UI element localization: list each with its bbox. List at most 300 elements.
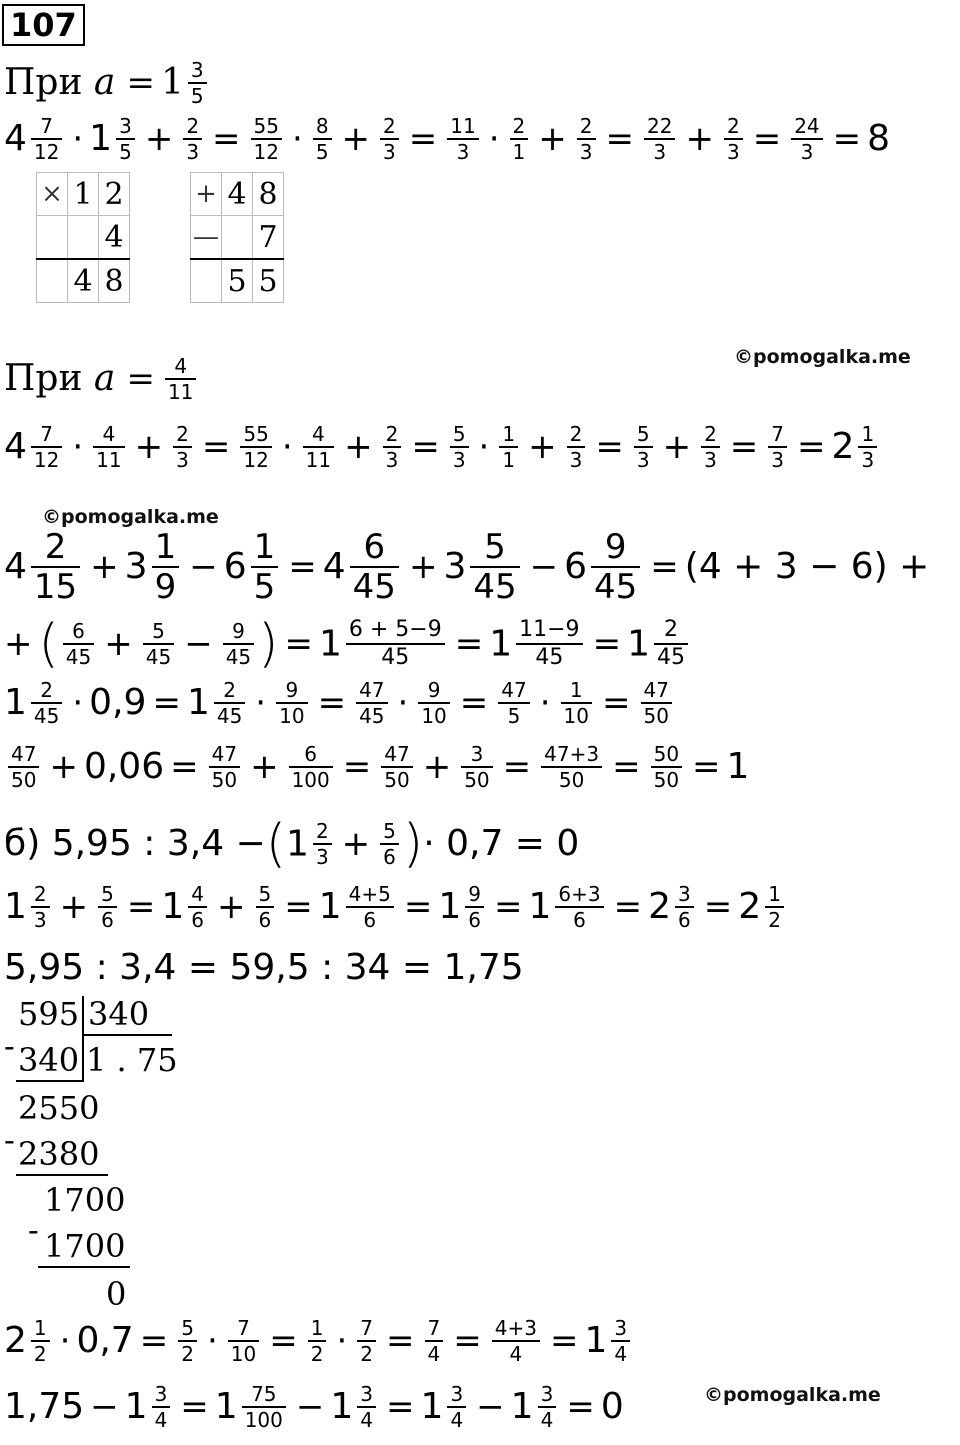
denominator: 3 [704,448,717,472]
denominator: 50 [643,704,669,728]
operator: · [397,683,409,723]
numerator: 6 + 5−9 [346,619,445,645]
fraction [143,621,174,667]
whole-part: 3 [124,546,148,587]
whole-part: 1 [286,823,309,864]
numerator: 2 [510,116,529,140]
numerator: 6 [350,530,399,568]
numerator: 5 [380,821,399,845]
grid-cell: 5 [222,259,253,303]
fraction [541,744,602,790]
number: 0,06 [83,746,165,787]
line-8 [4,1318,634,1364]
operator: = [139,1321,169,1361]
operator: = [408,119,438,159]
number: 0,7 [76,1320,134,1361]
fraction [251,527,279,607]
whole-part: 1 [4,886,27,927]
denominator: 5 [190,84,204,108]
denominator: 3 [456,140,470,164]
operator: = [180,1387,209,1427]
paren-close: ) [258,614,279,674]
denominator: 9 [154,567,177,607]
denominator: 3 [176,448,189,472]
numerator: 55 [251,116,282,140]
operator: · [72,427,84,467]
numerator: 5 [143,621,174,645]
fraction [634,424,653,470]
whole-part: 1 [489,623,513,664]
operator: − [529,547,559,587]
numerator: 3 [538,1384,557,1408]
numerator: 3 [611,1318,630,1342]
fraction [418,680,449,726]
fraction [381,744,412,790]
operator: = [411,427,440,467]
denominator: 45 [656,645,685,670]
denominator: 3 [186,140,200,164]
whole-part: 1 [186,682,210,723]
fraction [173,424,192,470]
denominator: 45 [65,645,92,669]
denominator: 2 [768,908,781,932]
operator: = [454,624,484,664]
numerator: 6+3 [555,884,603,908]
numerator: 47 [8,744,39,768]
numerator: 2 [173,424,192,448]
fraction [357,1384,376,1430]
line-2 [4,614,692,674]
condition-label: При [4,358,94,399]
operator: = [612,747,641,787]
division-bar [82,996,84,1082]
fraction [465,884,484,930]
fraction [93,424,124,470]
underline-2 [16,1174,108,1176]
a-fraction [188,60,207,106]
paren-group [59,619,258,669]
number: (4 + 3 − 6) + [684,546,930,587]
divisor: 340 [88,995,150,1033]
denominator: 45 [145,645,172,669]
fraction [538,1384,557,1430]
whole-part: 1 [420,1386,444,1427]
grid-cell: 4 [99,216,130,260]
minus-sign: - [4,1121,15,1159]
denominator: 6 [258,908,272,932]
condition-a2 [4,356,200,402]
denominator: 50 [558,768,585,792]
fraction [242,1384,286,1430]
numerator: 2 [31,680,62,704]
numerator: 4 [165,356,196,380]
denominator: 12 [33,140,60,164]
number: 1,75 [4,1386,85,1427]
watermark: ©pomogalka.me [42,506,219,528]
operator: · [336,1321,348,1361]
fraction [791,116,822,162]
numerator: 7 [357,1318,376,1342]
denominator: 45 [33,704,60,728]
grid-cell: 5 [253,259,284,303]
numerator: 9 [223,621,254,645]
fraction [303,424,334,470]
denominator: 11 [167,380,194,404]
number: 1 [726,746,750,787]
number: 0,9 [89,682,147,723]
numerator: 3 [675,884,694,908]
operator: = [386,1321,415,1361]
denominator: 50 [653,768,680,792]
operator: · [72,683,84,723]
line-4 [4,744,749,790]
numerator: 47 [209,744,240,768]
operator: + [144,119,174,159]
operator: = [459,683,489,723]
operator: = [502,747,532,787]
operator: = [797,427,826,467]
fraction [350,527,399,607]
operator: + [49,747,78,787]
grid-cell: × [37,173,68,216]
operator: = [595,427,624,467]
expr-a2 [4,424,881,470]
operator: − [90,1387,119,1427]
denominator: 50 [384,768,410,792]
operator: = [342,747,372,787]
eq-sign: = [126,63,155,103]
numerator: 8 [313,116,332,140]
denominator: 6 [383,845,396,869]
fraction [116,116,135,162]
number: 0 [600,1386,624,1427]
whole-part: 1 [510,1386,534,1427]
fraction [492,1318,540,1364]
operator: = [288,547,317,587]
whole-part: 1 [627,623,650,664]
operator: = [212,119,241,159]
numerator: 1 [251,530,279,568]
part-b-end: · 0,7 = 0 [423,823,580,864]
fraction [183,116,202,162]
denominator: 1 [512,140,526,164]
numerator: 7 [31,424,62,448]
numerator: 4+3 [492,1318,540,1342]
denominator: 11 [96,448,122,472]
whole-part: 6 [564,546,588,587]
numerator: 1 [152,530,180,568]
operator: = [602,683,631,723]
operator: = [284,624,313,664]
fraction [8,744,39,790]
numerator: 4 [303,424,334,448]
numerator: 11 [447,116,478,140]
denominator: 45 [473,567,517,607]
whole-part: 2 [831,426,855,467]
operator: = [692,747,721,787]
fraction [31,884,50,930]
whole-part: 1 [214,1386,238,1427]
denominator: 45 [359,704,385,728]
denominator: 3 [33,908,47,932]
fraction [450,424,469,470]
numerator: 9 [591,530,640,568]
number: 8 [867,118,891,159]
operator: · [478,427,490,467]
denominator: 2 [181,1342,194,1366]
denominator: 2 [360,1342,373,1366]
a-fraction [165,356,196,402]
numerator: 47 [381,744,412,768]
denominator: 5 [119,140,132,164]
denominator: 100 [291,768,330,792]
operator: + [685,119,714,159]
denominator: 3 [636,448,650,472]
subtrahend-2: 2380 [18,1135,100,1173]
underline-3 [38,1266,130,1268]
operator: · [255,683,267,723]
operator: = [549,1321,579,1361]
whole-part: 1 [318,623,342,664]
fraction [447,1384,466,1430]
numerator: 1 [858,424,877,448]
operator: + [528,427,557,467]
fraction [357,1318,376,1364]
whole-part: 2 [738,886,762,927]
numerator: 6 [63,621,94,645]
fraction [31,424,62,470]
operator: = [832,119,862,159]
numerator: 6 [289,744,333,768]
numerator: 5 [470,530,519,568]
numerator: 1 [31,1318,50,1342]
operator: = [453,1321,482,1361]
fraction [561,680,592,726]
fraction [98,884,117,930]
grid-cell: 4 [68,259,99,303]
fraction [858,424,877,470]
operator: · [488,119,500,159]
fraction [510,116,529,162]
operator: = [566,1387,595,1427]
operator: = [729,427,759,467]
numerator: 47 [356,680,387,704]
denominator: 3 [569,448,583,472]
numerator: 47 [498,680,529,704]
operator: + [422,747,452,787]
denominator: 50 [11,768,37,792]
numerator: 3 [188,60,207,84]
fraction [31,116,62,162]
denominator: 3 [385,448,399,472]
whole-part: 1 [528,886,552,927]
operator: = [605,119,635,159]
denominator: 11 [305,448,332,472]
grid-cell: 4 [222,173,253,216]
operator: + [408,547,438,587]
grid-cell [37,216,68,260]
subtrahend-1: 340 [18,1041,80,1079]
operator: · [539,683,551,723]
fraction [724,116,743,162]
operator: + [59,887,89,927]
grid-cell [37,259,68,303]
operator: = [494,887,523,927]
fraction [380,116,399,162]
denominator: 4 [614,1342,628,1366]
numerator: 1 [765,884,784,908]
whole-part: 4 [4,118,27,159]
denominator: 10 [563,704,589,728]
task-number: 107 [2,4,85,46]
whole-part: 1 [584,1320,608,1361]
fraction [308,1318,327,1364]
operator: = [386,1387,415,1427]
numerator: 5 [178,1318,197,1342]
fraction [498,680,529,726]
denominator: 3 [771,448,785,472]
paren-close: ) [402,814,424,874]
minus-sign: - [4,1027,15,1065]
denominator: 10 [230,1342,257,1366]
fraction [178,1318,197,1364]
fraction [346,619,445,669]
fraction [188,884,207,930]
operator: − [184,624,213,664]
operator: · [292,119,303,159]
numerator: 4+5 [346,884,394,908]
operator: − [476,1387,505,1427]
numerator: 22 [644,116,675,140]
fraction [461,744,492,790]
denominator: 1 [502,448,516,472]
fraction [346,884,394,930]
numerator: 3 [116,116,135,140]
numerator: 4 [188,884,207,908]
whole-part: 1 [4,682,27,723]
denominator: 45 [594,567,638,607]
fraction [675,884,694,930]
denominator: 3 [726,140,740,164]
part-b-start: б) 5,95 : 3,4 − [4,823,266,864]
numerator: 9 [465,884,484,908]
operator: − [295,1387,325,1427]
numerator: 2 [313,821,332,845]
operator: = [269,1321,298,1361]
expr-a1 [4,116,890,162]
line-3 [4,680,676,726]
denominator: 2 [310,1342,324,1366]
remainder-1: 2550 [18,1089,100,1127]
grid-cell [222,216,253,260]
denominator: 4 [450,1408,464,1432]
denominator: 3 [452,448,466,472]
denominator: 3 [861,448,875,472]
dividend: 595 [18,995,80,1033]
whole-part: 4 [4,546,27,587]
fraction [577,116,596,162]
operator: + [538,119,567,159]
operator: = [284,887,313,927]
numerator: 3 [357,1384,376,1408]
operator: + [341,119,371,159]
denominator: 6 [678,908,691,932]
numerator: 9 [418,680,449,704]
numerator: 1 [308,1318,327,1342]
paren-open: ( [38,614,59,674]
grid-cell: 7 [253,216,284,260]
numerator: 5 [98,884,117,908]
operator: = [613,887,643,927]
fraction [63,621,94,667]
fraction [256,884,275,930]
operator: + [344,427,373,467]
operator: = [592,624,622,664]
denominator: 12 [243,448,269,472]
numerator: 3 [447,1384,466,1408]
denominator: 3 [315,845,329,869]
whole-part: 2 [4,1320,27,1361]
operator: = [403,887,433,927]
denominator: 50 [211,768,238,792]
denominator: 12 [33,448,60,472]
fraction [765,884,784,930]
grid-cell: + [191,173,222,216]
multiplication-grid [36,172,130,303]
operator: + [134,427,164,467]
fraction [313,821,332,867]
numerator: 2 [383,424,402,448]
fraction [251,116,282,162]
denominator: 3 [800,140,814,164]
grid-cell [191,259,222,303]
numerator: 2 [654,619,688,645]
denominator: 4 [540,1408,554,1432]
operator: + [90,547,119,587]
numerator: 2 [31,530,80,568]
numerator: 1 [561,680,592,704]
fraction [31,527,80,607]
numerator: 7 [228,1318,259,1342]
denominator: 45 [381,645,410,670]
subtrahend-3: 1700 [44,1227,126,1265]
quotient: 1 . 75 [86,1041,178,1079]
fraction [701,424,720,470]
numerator: 9 [276,680,307,704]
denominator: 6 [573,908,586,932]
denominator: 4 [360,1408,374,1432]
numerator: 4 [93,424,124,448]
fraction [591,527,640,607]
fraction [383,424,402,470]
denominator: 3 [653,140,667,164]
operator: = [317,683,347,723]
division-line: 5,95 : 3,4 = 59,5 : 34 = 1,75 [4,947,524,988]
fraction [289,744,333,790]
fraction [276,680,307,726]
fraction [651,744,682,790]
whole-part: 1 [438,886,462,927]
condition-a1 [4,60,211,106]
numerator: 7 [768,424,787,448]
numerator: 50 [651,744,682,768]
operator: · [72,119,84,159]
denominator: 4 [427,1342,441,1366]
paren-open: ( [265,814,287,874]
operator: = [152,683,181,723]
grid-cell: 2 [99,173,130,216]
denominator: 5 [507,704,521,728]
